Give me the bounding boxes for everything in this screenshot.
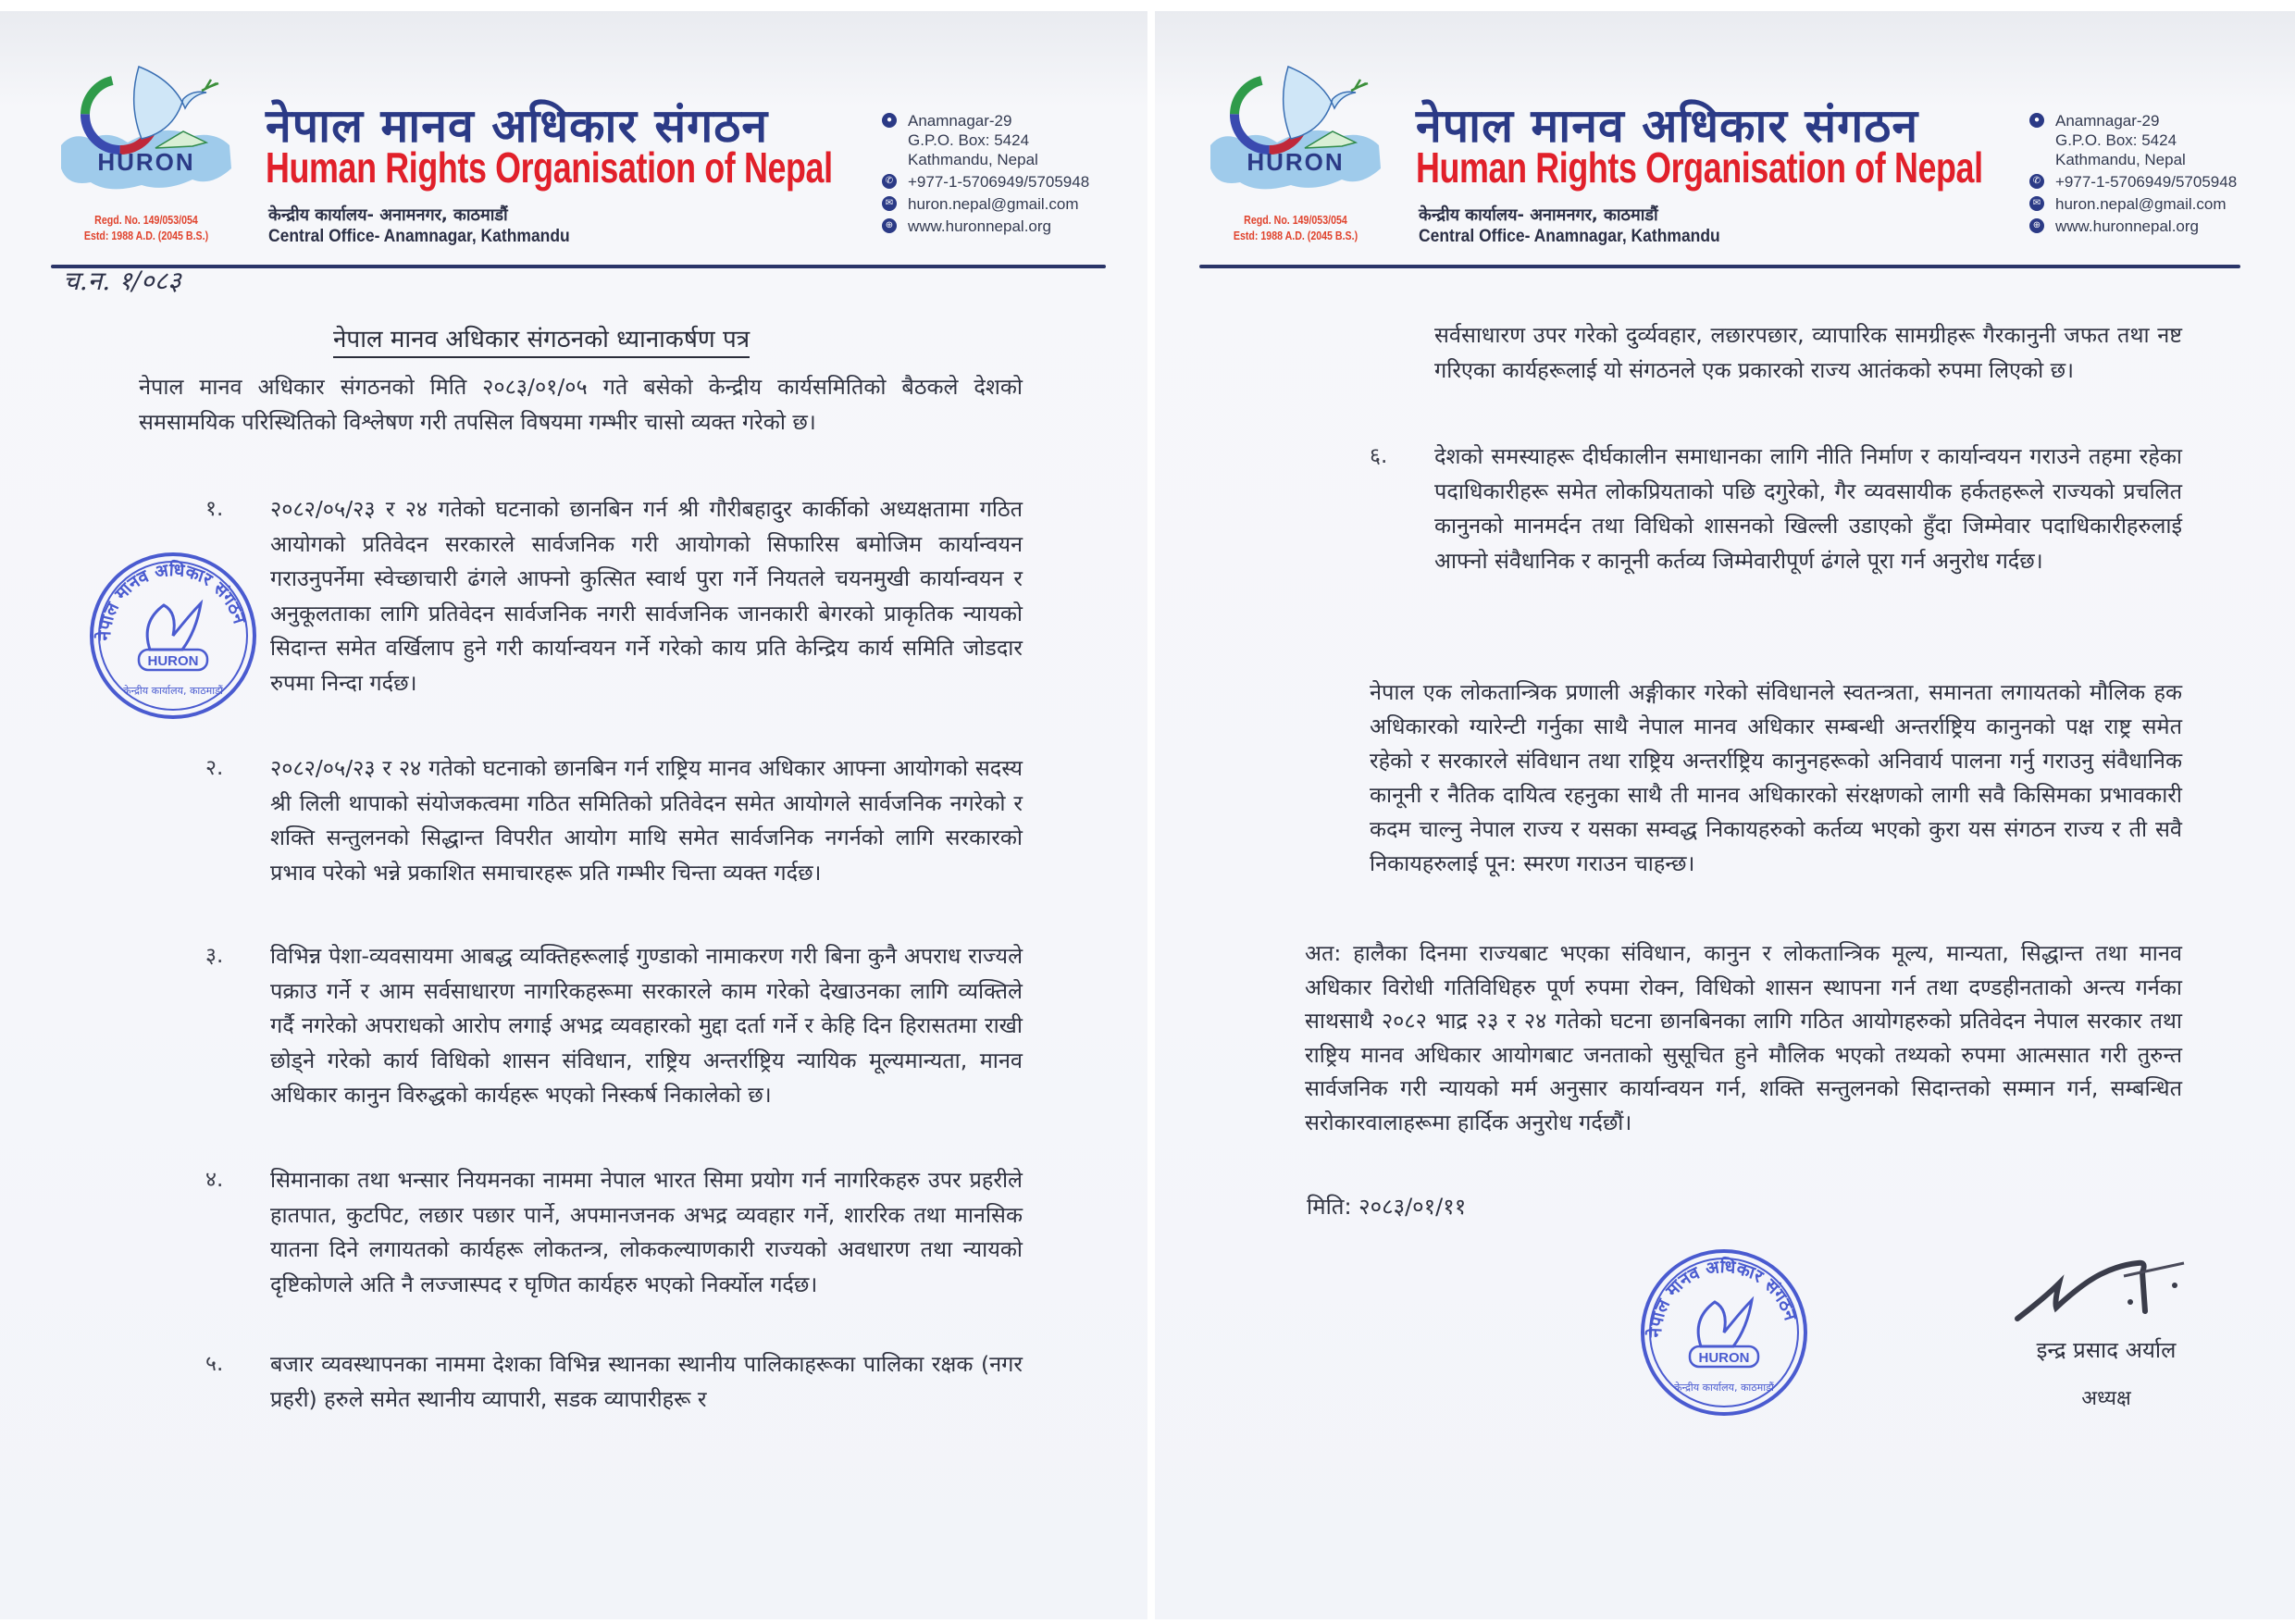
conclusion-paragraph: अत: हालैका दिनमा राज्यबाट भएका संविधान, कानुन र लोकतान्त्रिक मूल्य, मान्यता, सिद्धान्त तथा मानव अधिकार विरोधी गतिविधिहरु पूर्ण रुपमा रोक्न, विधिको शासन स्थापना गर्न तथा दण्डहीनताको अन्त्य गर्नका साथसाथै २०८२ भाद्र २३ र २४ गतेको घटना छानबिनका लागि गठित आयोगहरुको प्रतिवेदन नेपाल सरकार तथा राष्ट्रिय मानव अधिकार आयोगबाट जनताको सुसूचित हुने मौलिक भएको तथ्यको रुपमा आत्मसात गरी तुरुन्त सार्वजनिक गरी न्यायको मर्म अनुसार कार्यान्वयन गर्न, शक्ति सन्तुलनको सिदान्तको सम्मान गर्न, सम्बन्धित सरोकारवालाहरूमा हार्दिक अनुरोध गर्दछौं।: [1305, 940, 2182, 1135]
letter-date: मिति: २०८३/०१/११: [1307, 1194, 1467, 1220]
letter-page-1: [0, 11, 1148, 1619]
office-address-english: Central Office- Anamnagar, Kathmandu: [268, 227, 570, 246]
header-divider: [1199, 265, 2240, 268]
huron-logo-icon: [1203, 57, 1388, 196]
logo-text: HURON: [97, 148, 195, 176]
logo-text: HURON: [1247, 148, 1345, 176]
svg-text:नेपाल मानव अधिकार संगठन: नेपाल मानव अधिकार संगठन: [93, 560, 250, 641]
signature-icon: [2008, 1246, 2202, 1330]
header-divider: [51, 265, 1106, 268]
registration-info: Regd. No. 149/053/054 Estd: 1988 A.D. (2045 B.S.): [1233, 214, 1358, 242]
list-item-2: २. २०८२/०५/२३ र २४ गतेको घटनाको छानबिन गर्न राष्ट्रिय मानव अधिकार आफ्ना आयोगको सदस्य श्री लिली थापाको संयोजकत्वमा गठित समितिको प्रतिवेदन समेत आयोगले सार्वजनिक नगरेको र शक्ति सन्तुलनको सिद्धान्त विपरीत आयोग माथि समेत सार्वजनिक नगर्नको लागि सरकारको प्रभाव परेको भन्ने प्रकाशित समाचारहरू प्रति गम्भीर चिन्ता व्यक्त गर्दछ।: [205, 755, 1023, 886]
org-name-english: Human Rights Organisation of Nepal: [1416, 143, 1983, 192]
list-item-1: १. २०८२/०५/२३ र २४ गतेको घटनाको छानबिन गर्न श्री गौरीबहादुर कार्कीको अध्यक्षतामा गठित आयोगको प्रतिवेदन सरकारले सार्वजनिक गरी आयोगको सिफारिस बमोजिम कार्यान्वयन गराउनुपर्नेमा स्वेच्छाचारी ढंगले आफ्नो कुत्सित स्वार्थ पुरा गर्ने नियतले चयनमुखी कार्यान्वयन र अनुकूलताका लागि प्रतिवेदन सार्वजनिक नगरी सार्वजनिक जानकारी बेगरको प्राकृतिक न्यायको सिदान्त समेत वर्खिलाप हुने गरी कार्यान्वयन गर्ने गरेको काय प्रति केन्द्रिय कार्य समिति जोडदार रुपमा निन्दा गर्दछ।: [205, 496, 1023, 696]
reference-number: च.न. १/०८३: [63, 266, 181, 296]
office-address-nepali: केन्द्रीय कार्यालय- अनामनगर, काठमाडौं: [1419, 205, 1658, 225]
svg-text:केन्द्रीय कार्यालय, काठमाडौं: केन्द्रीय कार्यालय, काठमाडौं: [1674, 1382, 1774, 1394]
office-address-nepali: केन्द्रीय कार्यालय- अनामनगर, काठमाडौं: [268, 205, 508, 225]
org-name-nepali: नेपाल मानव अधिकार संगठन: [266, 99, 769, 153]
list-item-4: ४. सिमानाका तथा भन्सार नियमनका नाममा नेपाल भारत सिमा प्रयोग गर्न नागरिकहरु उपर प्रहरीले हातपात, कुटपिट, लछार पछार पार्ने, अपमानजनक अभद्र व्यवहार गर्ने, शाररिक तथा मानसिक यातना दिने लगायतको कार्यहरू लोकतन्त्र, लोककल्याणकारी राज्यको अवधारण तथा न्यायको दृष्टिकोणले अति नै लज्जास्पद र घृणित कार्यहरु भएको निर्क्योल गर्दछ।: [205, 1167, 1023, 1297]
letter-title: नेपाल मानव अधिकार संगठनको ध्यानाकर्षण पत्र: [333, 321, 750, 358]
svg-text:HURON: HURON: [147, 653, 199, 669]
contact-block: ● Anamnagar-29 G.P.O. Box: 5424 Kathmandu, Nepal ✆ +977-1-5706949/5705948 ✉ huron.nepal@gmail.com ⊕ www.huronnepal.org: [2029, 111, 2237, 239]
registration-info: Regd. No. 149/053/054 Estd: 1988 A.D. (2045 B.S.): [83, 214, 209, 242]
organisation-stamp-icon: [1636, 1245, 1812, 1420]
location-pin-icon: ●: [2029, 113, 2044, 128]
constitution-paragraph: नेपाल एक लोकतान्त्रिक प्रणाली अङ्गीकार गरेको संविधानले स्वतन्त्रता, समानता लगायतको मौलिक हक अधिकारको ग्यारेन्टी गर्नुका साथै नेपाल मानव अधिकार सम्बन्धी अन्तर्राष्ट्रिय कानुनको पक्ष राष्ट्र समेत रहेको र सरकारले संविधान तथा राष्ट्रिय अन्तर्राष्ट्रिय कानुनहरूको अनिवार्य पालना गर्नु गराउनु संवैधानिक कानूनी र नैतिक दायित्व रहनुका साथै ती मानव अधिकारको संरक्षणको लागी सवै किसिमका प्रभावकारी कदम चाल्नु नेपाल राज्य र यसका सम्वद्ध निकायहरुको कर्तव्य भएको कुरा यस संगठन राज्य र ती सवै निकायहरुलाई पून: स्मरण गराउन चाहन्छ।: [1370, 679, 2182, 876]
svg-text:नेपाल मानव अधिकार संगठन: नेपाल मानव अधिकार संगठन: [1644, 1257, 1801, 1338]
email-icon: ✉: [2029, 196, 2044, 211]
huron-logo-icon: [54, 57, 239, 196]
globe-icon: ⊕: [882, 218, 897, 233]
phone-icon: ✆: [2029, 174, 2044, 189]
svg-text:HURON: HURON: [1698, 1350, 1750, 1366]
intro-paragraph: नेपाल मानव अधिकार संगठनको मिति २०८३/०१/०५ गते बसेको केन्द्रीय कार्यसमितिको बैठकले देशको समसामयिक परिस्थितिको विश्लेषण गरी तपसिल विषयमा गम्भीर चासो व्यक्त गरेको छ।: [139, 374, 1023, 435]
signer-title: अध्यक्ष: [2081, 1387, 2131, 1410]
svg-text:केन्द्रीय कार्यालय, काठमाडौं: केन्द्रीय कार्यालय, काठमाडौं: [123, 685, 223, 697]
office-address-english: Central Office- Anamnagar, Kathmandu: [1419, 227, 1720, 246]
letter-page-2: [1155, 11, 2295, 1619]
email-icon: ✉: [882, 196, 897, 211]
list-item-6: ६. देशको समस्याहरू दीर्घकालीन समाधानका लागि नीति निर्माण र कार्यान्वयन गराउने तहमा रहेका पदाधिकारीहरू समेत लोकप्रियताको पछि दगुरेको, गैर व्यवसायीक हर्कतहरूले राज्यको प्रचलित कानुनको मानमर्दन तथा विधिको शासनको खिल्ली उडाएको हुँदा जिम्मेवार पदाधिकारीहरुलाई आफ्नो संवैधानिक र कानूनी कर्तव्य जिम्मेवारीपूर्ण ढंगले पूरा गर्न अनुरोध गर्दछ।: [1370, 443, 2182, 574]
location-pin-icon: ●: [882, 113, 897, 128]
list-item-3: ३. विभिन्न पेशा-व्यवसायमा आबद्ध व्यक्तिहरूलाई गुण्डाको नामाकरण गरी बिना कुनै अपराध राज्यले पक्राउ गर्ने र आम सर्वसाधारण नागरिकहरूमा सरकारले काम गरेको देखाउनका लागि व्यक्तिले गर्दै नगरेको अपराधको आरोप लगाई अभद्र व्यवहारको मुद्दा दर्ता गर्ने र केहि दिन हिरासतमा राखी छोड्ने गरेको कार्य विधिको शासन संविधान, राष्ट्रिय अन्तर्राष्ट्रिय न्यायिक मूल्यमान्यता, मानव अधिकार कानुन विरुद्धको कार्यहरू भएको निस्कर्ष निकालेको छ।: [205, 943, 1023, 1108]
phone-icon: ✆: [882, 174, 897, 189]
signer-name: इन्द्र प्रसाद अर्याल: [2036, 1337, 2177, 1363]
org-name-nepali: नेपाल मानव अधिकार संगठन: [1416, 99, 1919, 153]
globe-icon: ⊕: [2029, 218, 2044, 233]
continuation-paragraph: सर्वसाधारण उपर गरेको दुर्व्यवहार, लछारपछार, व्यापारिक सामग्रीहरू गैरकानुनी जफत तथा नष्ट गरिएका कार्यहरूलाई यो संगठनले एक प्रकारको राज्य आतंकको रुपमा लिएको छ।: [1434, 322, 2182, 383]
list-item-5: ५. बजार व्यवस्थापनका नाममा देशका विभिन्न स्थानका स्थानीय पालिकाहरूका पालिका रक्षक (नगर प्रहरी) हरुले समेत स्थानीय व्यापारी, सडक व्यापारीहरू र: [205, 1351, 1023, 1412]
org-name-english: Human Rights Organisation of Nepal: [266, 143, 833, 192]
contact-block: ● Anamnagar-29 G.P.O. Box: 5424 Kathmandu, Nepal ✆ +977-1-5706949/5705948 ✉ huron.nepal@gmail.com ⊕ www.huronnepal.org: [882, 111, 1089, 239]
organisation-stamp-icon: [85, 548, 261, 724]
